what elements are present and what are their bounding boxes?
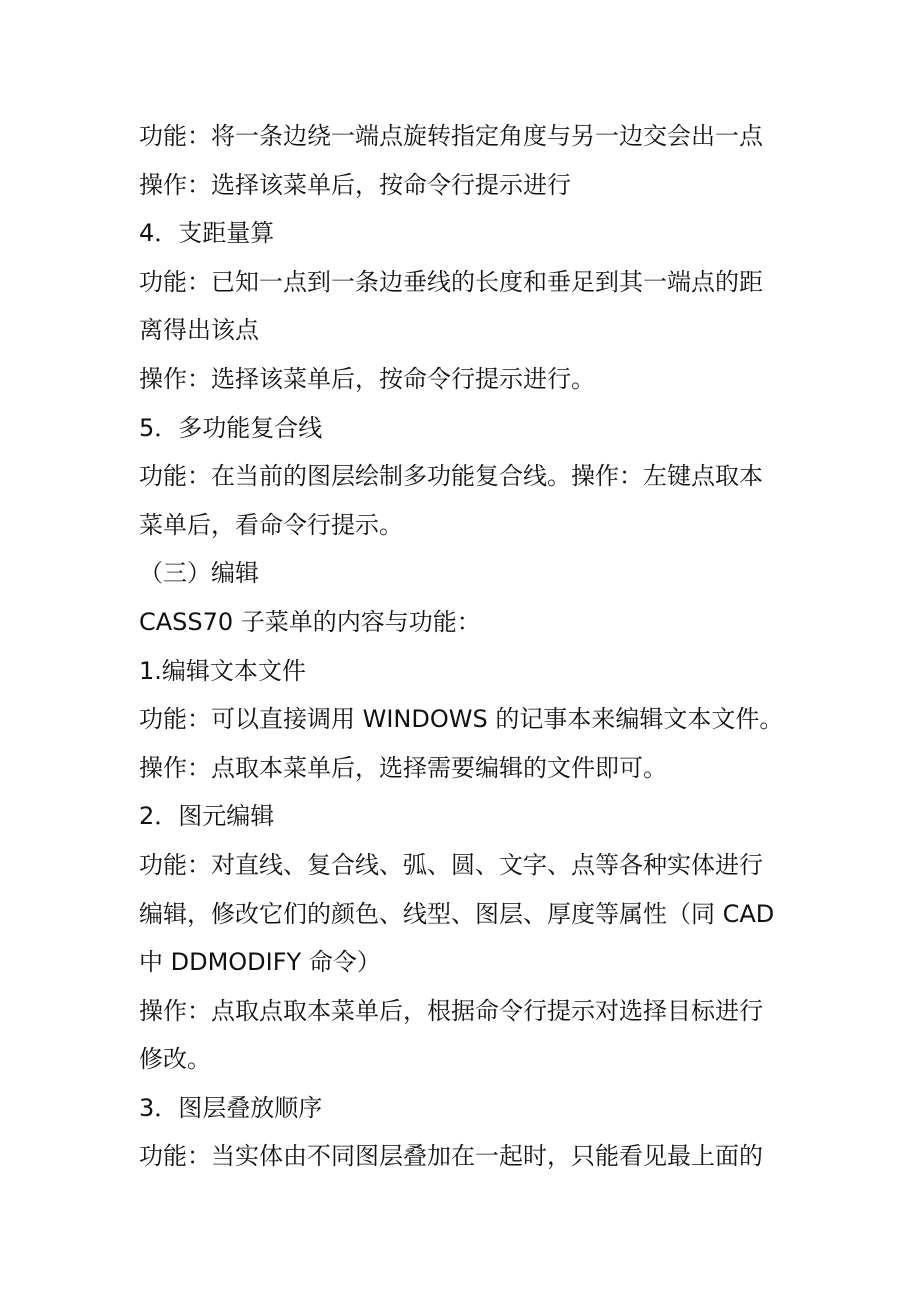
text-line: 功能：当实体由不同图层叠加在一起时，只能看见最上面的: [139, 1142, 763, 1171]
text-line: 修改。: [139, 1045, 211, 1074]
text-line: 操作：选择该菜单后，按命令行提示进行。: [139, 364, 595, 393]
section-heading: 4．支距量算: [139, 219, 275, 248]
text-line: 操作：点取点取本菜单后，根据命令行提示对选择目标进行: [139, 996, 763, 1025]
text-line: 功能：可以直接调用 WINDOWS 的记事本来编辑文本文件。: [139, 705, 784, 734]
text-line: 菜单后，看命令行提示。: [139, 510, 403, 539]
text-line: 操作：点取本菜单后，选择需要编辑的文件即可。: [139, 753, 667, 782]
text-line: 离得出该点: [139, 316, 259, 345]
text-line: 功能：在当前的图层绘制多功能复合线。操作：左键点取本: [139, 462, 763, 491]
text-line: 中 DDMODIFY 命令）: [139, 948, 381, 977]
text-line: 操作：选择该菜单后，按命令行提示进行: [139, 170, 571, 199]
chapter-heading: （三）编辑: [139, 559, 259, 588]
text-line: 功能：将一条边绕一端点旋转指定角度与另一边交会出一点: [139, 122, 763, 150]
text-line: 功能：对直线、复合线、弧、圆、文字、点等各种实体进行: [139, 850, 763, 879]
section-heading: 5．多功能复合线: [139, 413, 323, 442]
document-text: [139, 112, 799, 1181]
section-heading: 3．图层叠放顺序: [139, 1093, 323, 1122]
section-heading: 2．图元编辑: [139, 802, 275, 831]
text-line: CASS70 子菜单的内容与功能：: [139, 607, 481, 636]
text-line: 编辑，修改它们的颜色、线型、图层、厚度等属性（同 CAD: [139, 899, 775, 928]
text-line: 功能：已知一点到一条边垂线的长度和垂足到其一端点的距: [139, 267, 763, 296]
section-heading: 1.编辑文本文件: [139, 656, 306, 685]
